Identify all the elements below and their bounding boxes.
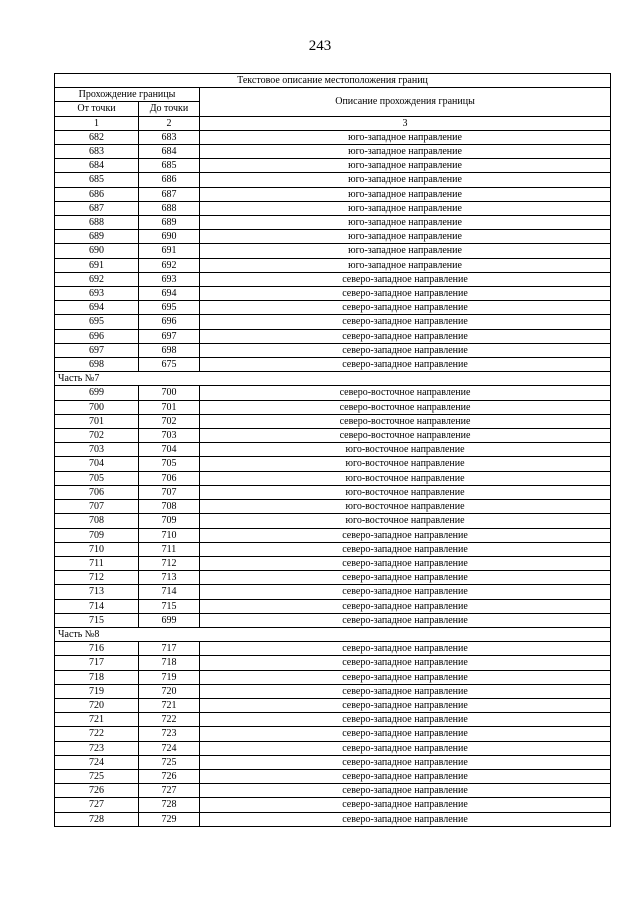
to-point-cell: 705 — [139, 457, 200, 471]
direction-cell: юго-восточное направление — [200, 471, 611, 485]
from-point-cell: 714 — [55, 599, 139, 613]
direction-cell: северо-западное направление — [200, 599, 611, 613]
direction-cell: северо-западное направление — [200, 727, 611, 741]
from-point-cell: 700 — [55, 400, 139, 414]
direction-cell: северо-западное направление — [200, 343, 611, 357]
table-row — [55, 755, 611, 769]
direction-cell: северо-западное направление — [200, 571, 611, 585]
to-point-cell: 695 — [139, 301, 200, 315]
header-passage: Прохождение границы — [55, 88, 200, 102]
from-point-cell: 724 — [55, 755, 139, 769]
direction-cell: северо-западное направление — [200, 769, 611, 783]
from-point-cell: 706 — [55, 485, 139, 499]
table-body — [55, 130, 611, 826]
section-row — [55, 627, 611, 641]
from-point-cell: 717 — [55, 656, 139, 670]
to-point-cell: 689 — [139, 216, 200, 230]
to-point-cell: 692 — [139, 258, 200, 272]
table-row — [55, 287, 611, 301]
direction-cell: северо-западное направление — [200, 528, 611, 542]
from-point-cell: 719 — [55, 684, 139, 698]
direction-cell: юго-западное направление — [200, 187, 611, 201]
from-point-cell: 720 — [55, 698, 139, 712]
direction-cell: северо-западное направление — [200, 358, 611, 372]
direction-cell: северо-западное направление — [200, 812, 611, 826]
to-point-cell: 706 — [139, 471, 200, 485]
from-point-cell: 688 — [55, 216, 139, 230]
to-point-cell: 726 — [139, 769, 200, 783]
from-point-cell: 715 — [55, 613, 139, 627]
direction-cell: северо-восточное направление — [200, 414, 611, 428]
table-row — [55, 301, 611, 315]
direction-cell: юго-западное направление — [200, 159, 611, 173]
table-row — [55, 358, 611, 372]
table-row — [55, 400, 611, 414]
direction-cell: северо-западное направление — [200, 642, 611, 656]
direction-cell: северо-западное направление — [200, 556, 611, 570]
table-row — [55, 798, 611, 812]
to-point-cell: 721 — [139, 698, 200, 712]
direction-cell: юго-западное направление — [200, 216, 611, 230]
to-point-cell: 711 — [139, 542, 200, 556]
table-row — [55, 812, 611, 826]
table-row — [55, 713, 611, 727]
from-point-cell: 725 — [55, 769, 139, 783]
to-point-cell: 722 — [139, 713, 200, 727]
to-point-cell: 723 — [139, 727, 200, 741]
column-number-3: 3 — [200, 116, 611, 130]
table-row — [55, 216, 611, 230]
direction-cell: северо-западное направление — [200, 656, 611, 670]
from-point-cell: 687 — [55, 201, 139, 215]
header-from-point: От точки — [55, 102, 139, 116]
table-row — [55, 769, 611, 783]
to-point-cell: 697 — [139, 329, 200, 343]
table-row — [55, 500, 611, 514]
direction-cell: северо-западное направление — [200, 684, 611, 698]
direction-cell: юго-западное направление — [200, 201, 611, 215]
to-point-cell: 707 — [139, 485, 200, 499]
from-point-cell: 718 — [55, 670, 139, 684]
to-point-cell: 686 — [139, 173, 200, 187]
table-row — [55, 343, 611, 357]
section-label: Часть №8 — [55, 627, 611, 641]
direction-cell: северо-западное направление — [200, 315, 611, 329]
from-point-cell: 683 — [55, 145, 139, 159]
from-point-cell: 704 — [55, 457, 139, 471]
table-row — [55, 556, 611, 570]
from-point-cell: 695 — [55, 315, 139, 329]
from-point-cell: 723 — [55, 741, 139, 755]
direction-cell: юго-западное направление — [200, 230, 611, 244]
table-row — [55, 542, 611, 556]
table-row — [55, 315, 611, 329]
from-point-cell: 707 — [55, 500, 139, 514]
to-point-cell: 699 — [139, 613, 200, 627]
table-row — [55, 727, 611, 741]
direction-cell: северо-западное направление — [200, 741, 611, 755]
from-point-cell: 686 — [55, 187, 139, 201]
direction-cell: северо-восточное направление — [200, 386, 611, 400]
to-point-cell: 690 — [139, 230, 200, 244]
to-point-cell: 710 — [139, 528, 200, 542]
section-label: Часть №7 — [55, 372, 611, 386]
to-point-cell: 693 — [139, 272, 200, 286]
from-point-cell: 726 — [55, 784, 139, 798]
table-row — [55, 613, 611, 627]
from-point-cell: 691 — [55, 258, 139, 272]
table-row — [55, 130, 611, 144]
table-row — [55, 145, 611, 159]
to-point-cell: 709 — [139, 514, 200, 528]
table-row — [55, 173, 611, 187]
from-point-cell: 701 — [55, 414, 139, 428]
direction-cell: юго-западное направление — [200, 258, 611, 272]
to-point-cell: 725 — [139, 755, 200, 769]
to-point-cell: 724 — [139, 741, 200, 755]
table-row — [55, 784, 611, 798]
from-point-cell: 690 — [55, 244, 139, 258]
to-point-cell: 708 — [139, 500, 200, 514]
direction-cell: юго-западное направление — [200, 244, 611, 258]
table-row — [55, 571, 611, 585]
direction-cell: северо-западное направление — [200, 287, 611, 301]
from-point-cell: 713 — [55, 585, 139, 599]
to-point-cell: 696 — [139, 315, 200, 329]
from-point-cell: 692 — [55, 272, 139, 286]
direction-cell: юго-восточное направление — [200, 457, 611, 471]
table-row — [55, 656, 611, 670]
direction-cell: северо-восточное направление — [200, 400, 611, 414]
direction-cell: северо-западное направление — [200, 798, 611, 812]
table-row — [55, 684, 611, 698]
header-to-point: До точки — [139, 102, 200, 116]
direction-cell: северо-западное направление — [200, 585, 611, 599]
column-number-2: 2 — [139, 116, 200, 130]
from-point-cell: 698 — [55, 358, 139, 372]
direction-cell: северо-западное направление — [200, 272, 611, 286]
table-row — [55, 201, 611, 215]
direction-cell: северо-западное направление — [200, 713, 611, 727]
table-row — [55, 528, 611, 542]
direction-cell: северо-западное направление — [200, 613, 611, 627]
from-point-cell: 682 — [55, 130, 139, 144]
page-number: 243 — [308, 38, 332, 54]
table-row — [55, 272, 611, 286]
to-point-cell: 687 — [139, 187, 200, 201]
direction-cell: северо-восточное направление — [200, 429, 611, 443]
from-point-cell: 702 — [55, 429, 139, 443]
to-point-cell: 729 — [139, 812, 200, 826]
direction-cell: северо-западное направление — [200, 542, 611, 556]
to-point-cell: 717 — [139, 642, 200, 656]
table-row — [55, 485, 611, 499]
from-point-cell: 684 — [55, 159, 139, 173]
direction-cell: юго-восточное направление — [200, 500, 611, 514]
from-point-cell: 708 — [55, 514, 139, 528]
from-point-cell: 728 — [55, 812, 139, 826]
table-row — [55, 698, 611, 712]
table-row — [55, 741, 611, 755]
from-point-cell: 705 — [55, 471, 139, 485]
direction-cell: северо-западное направление — [200, 755, 611, 769]
to-point-cell: 691 — [139, 244, 200, 258]
from-point-cell: 697 — [55, 343, 139, 357]
direction-cell: юго-восточное направление — [200, 514, 611, 528]
from-point-cell: 685 — [55, 173, 139, 187]
direction-cell: юго-западное направление — [200, 173, 611, 187]
direction-cell: северо-западное направление — [200, 698, 611, 712]
to-point-cell: 718 — [139, 656, 200, 670]
from-point-cell: 710 — [55, 542, 139, 556]
to-point-cell: 727 — [139, 784, 200, 798]
from-point-cell: 722 — [55, 727, 139, 741]
header-description: Описание прохождения границы — [200, 88, 611, 116]
to-point-cell: 683 — [139, 130, 200, 144]
direction-cell: северо-западное направление — [200, 301, 611, 315]
table-row — [55, 187, 611, 201]
from-point-cell: 693 — [55, 287, 139, 301]
to-point-cell: 694 — [139, 287, 200, 301]
table-row — [55, 414, 611, 428]
to-point-cell: 685 — [139, 159, 200, 173]
from-point-cell: 721 — [55, 713, 139, 727]
from-point-cell: 716 — [55, 642, 139, 656]
table-row — [55, 159, 611, 173]
to-point-cell: 698 — [139, 343, 200, 357]
direction-cell: северо-западное направление — [200, 670, 611, 684]
to-point-cell: 715 — [139, 599, 200, 613]
to-point-cell: 688 — [139, 201, 200, 215]
from-point-cell: 711 — [55, 556, 139, 570]
direction-cell: северо-западное направление — [200, 329, 611, 343]
table-row — [55, 670, 611, 684]
to-point-cell: 714 — [139, 585, 200, 599]
direction-cell: юго-восточное направление — [200, 485, 611, 499]
column-number-1: 1 — [55, 116, 139, 130]
from-point-cell: 727 — [55, 798, 139, 812]
boundary-description-table — [54, 73, 611, 827]
to-point-cell: 719 — [139, 670, 200, 684]
to-point-cell: 713 — [139, 571, 200, 585]
to-point-cell: 702 — [139, 414, 200, 428]
from-point-cell: 709 — [55, 528, 139, 542]
section-row — [55, 372, 611, 386]
to-point-cell: 675 — [139, 358, 200, 372]
table-row — [55, 230, 611, 244]
to-point-cell: 728 — [139, 798, 200, 812]
from-point-cell: 699 — [55, 386, 139, 400]
from-point-cell: 703 — [55, 443, 139, 457]
direction-cell: юго-западное направление — [200, 130, 611, 144]
from-point-cell: 694 — [55, 301, 139, 315]
to-point-cell: 700 — [139, 386, 200, 400]
table-row — [55, 585, 611, 599]
direction-cell: юго-западное направление — [200, 145, 611, 159]
to-point-cell: 720 — [139, 684, 200, 698]
table-row — [55, 443, 611, 457]
to-point-cell: 701 — [139, 400, 200, 414]
table-title: Текстовое описание местоположения границ — [55, 74, 611, 88]
to-point-cell: 684 — [139, 145, 200, 159]
table-row — [55, 386, 611, 400]
table-row — [55, 329, 611, 343]
table-row — [55, 514, 611, 528]
from-point-cell: 712 — [55, 571, 139, 585]
table-row — [55, 471, 611, 485]
from-point-cell: 689 — [55, 230, 139, 244]
table-row — [55, 244, 611, 258]
direction-cell: северо-западное направление — [200, 784, 611, 798]
to-point-cell: 703 — [139, 429, 200, 443]
table-row — [55, 599, 611, 613]
to-point-cell: 712 — [139, 556, 200, 570]
direction-cell: юго-восточное направление — [200, 443, 611, 457]
table-row — [55, 429, 611, 443]
table-row — [55, 457, 611, 471]
to-point-cell: 704 — [139, 443, 200, 457]
table-row — [55, 258, 611, 272]
table-row — [55, 642, 611, 656]
from-point-cell: 696 — [55, 329, 139, 343]
